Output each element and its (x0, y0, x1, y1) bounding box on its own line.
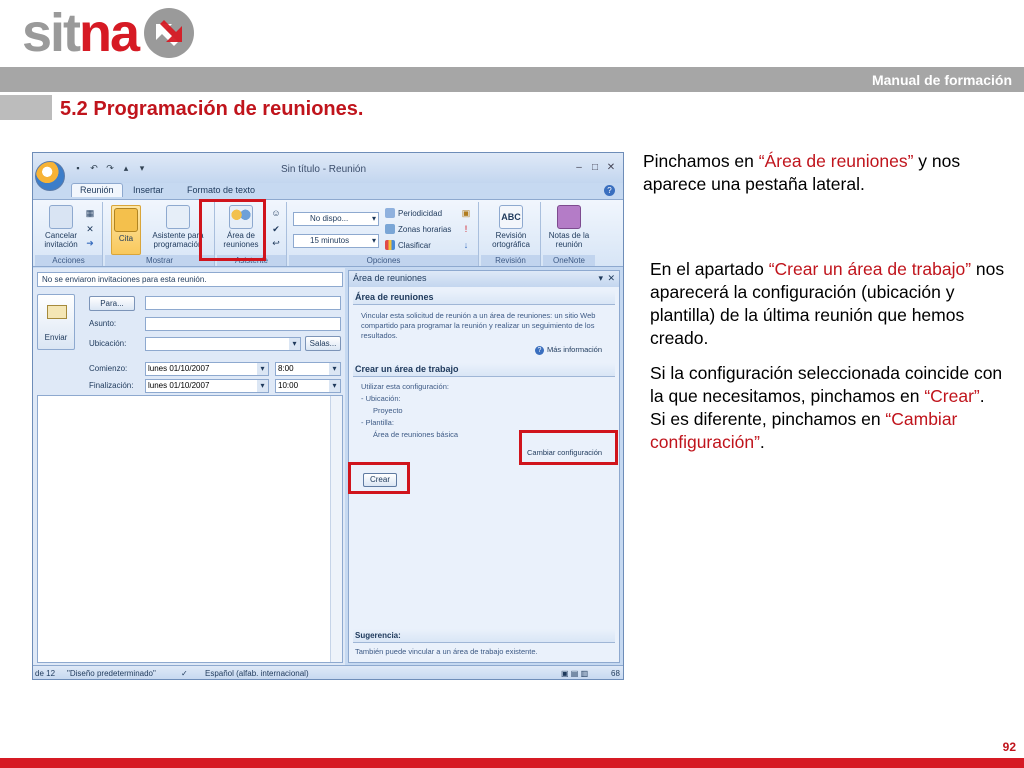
plantilla-config-value: Área de reuniones básica (373, 430, 459, 439)
group-label-acciones: Acciones (35, 255, 102, 266)
slide-title: 5.2 Programación de reuniones. (60, 98, 364, 120)
response-icon[interactable]: ↩ (272, 238, 280, 248)
group-opciones (289, 202, 479, 266)
importance-low-icon[interactable]: ↓ (463, 240, 469, 250)
comienzo-label: Comienzo: (89, 364, 128, 373)
send-button[interactable] (37, 294, 75, 350)
p4-highlight: “Cambiar configuración” (650, 409, 958, 452)
close-icon[interactable]: ✕ (606, 162, 616, 173)
end-date-field[interactable]: lunes 01/10/2007 ▾ (145, 379, 269, 393)
group-acciones (35, 202, 103, 266)
cancel-invitation-icon (49, 205, 73, 229)
pane-section-area-text: Vincular esta solicitud de reunión a un área de reuniones: un sitio Web compartido para programar la reunión y realizar un seguimiento de los resultados. (361, 311, 596, 340)
notas-reunion-button[interactable] (545, 205, 593, 249)
pane-title: Área de reuniones (353, 273, 427, 283)
pane-section-area: Área de reuniones (353, 291, 615, 305)
status-view-icon[interactable]: ▣ ▤ ▥ (561, 669, 589, 678)
explanation-paragraph-4 (650, 408, 1010, 454)
tab-formato-texto[interactable]: Formato de texto (187, 185, 256, 195)
clasificar-button[interactable] (385, 240, 431, 250)
tab-insertar[interactable]: Insertar (133, 185, 164, 195)
p2-highlight: “Crear un área de trabajo” (768, 259, 972, 279)
onenote-icon (557, 205, 581, 229)
ubicacion-label: Ubicación: (89, 339, 127, 348)
up-arrow-icon[interactable]: ▴ (123, 163, 129, 173)
group-label-asistente: Asistente (217, 255, 286, 266)
meeting-body-textarea[interactable] (37, 395, 343, 663)
forward-icon[interactable]: ➜ (86, 238, 94, 248)
tab-reunion[interactable]: Reunión (71, 183, 123, 197)
plantilla-config-label: - Plantilla: (361, 418, 394, 427)
delete-icon[interactable]: ✕ (86, 224, 94, 234)
sugerencia-title: Sugerencia: (353, 629, 615, 643)
title-accent-bar (0, 95, 52, 120)
asistente-label: Asistente para programación (152, 231, 204, 249)
logo-text-red: na (79, 3, 139, 63)
group-label-revision: Revisión (481, 255, 540, 266)
cita-label: Cita (118, 234, 134, 243)
check-names-icon[interactable]: ✔ (272, 224, 280, 234)
window-titlebar (33, 153, 623, 183)
cancelar-label: Cancelar invitación (44, 231, 78, 249)
asunto-label: Asunto: (89, 319, 117, 328)
p1-text-start: Pinchamos en (643, 151, 759, 171)
time-zones-icon (385, 224, 395, 234)
window-title: Sin título - Reunión (281, 164, 367, 175)
show-as-value: No dispo... (310, 214, 349, 223)
show-as-select[interactable] (293, 212, 379, 226)
to-field[interactable] (145, 296, 341, 310)
pane-close-icon[interactable]: ✕ (607, 273, 615, 283)
highlight-crear (348, 462, 410, 494)
status-style: "Diseño predeterminado" (67, 669, 156, 678)
clasificar-label: Clasificar (398, 240, 431, 250)
finalizacion-label: Finalización: (89, 381, 134, 390)
start-date-field[interactable]: lunes 01/10/2007 ▾ (145, 362, 269, 376)
periodicidad-button[interactable] (385, 208, 442, 218)
redo-icon[interactable]: ↷ (106, 163, 114, 173)
salas-button[interactable]: Salas... (305, 336, 341, 351)
p3-text-end: . (979, 386, 985, 406)
appointment-icon (114, 208, 138, 232)
group-label-mostrar: Mostrar (105, 255, 214, 266)
group-onenote (543, 202, 595, 266)
spelling-icon: ABC (499, 205, 523, 229)
help-icon[interactable]: ? (604, 185, 615, 196)
reminder-value: 15 minutos (310, 236, 350, 245)
group-label-opciones: Opciones (289, 255, 478, 266)
location-field[interactable] (145, 337, 301, 351)
ribbon (33, 199, 623, 267)
end-time-field[interactable]: 10:00 ▾ (275, 379, 341, 393)
cambiar-configuracion-link[interactable]: Cambiar configuración (527, 448, 603, 457)
meeting-form (33, 268, 345, 665)
notas-label: Notas de la reunión (548, 231, 590, 249)
highlight-cambiar-configuracion (519, 430, 618, 465)
down-arrow-icon[interactable]: ▾ (139, 163, 145, 173)
status-spellcheck-icon[interactable]: ✓ (181, 669, 188, 678)
mas-informacion-link[interactable] (535, 345, 602, 355)
zonas-label: Zonas horarias (398, 224, 452, 234)
ubicacion-config-value: Proyecto (373, 406, 403, 415)
pane-header (349, 271, 619, 287)
send-label: Enviar (44, 333, 68, 342)
save-icon[interactable]: ▪ (76, 163, 80, 173)
zonas-horarias-button[interactable] (385, 224, 451, 234)
reminder-select[interactable] (293, 234, 379, 248)
revision-label: Revisión ortográfica (492, 231, 530, 249)
cita-button[interactable] (111, 205, 141, 255)
header-bar (0, 67, 1024, 92)
p3-highlight: “Crear” (924, 386, 980, 406)
calendar-small-icon[interactable]: ▦ (85, 208, 95, 218)
p1-text-end: y nos aparece una pestaña lateral. (643, 151, 961, 194)
cancelar-invitacion-button[interactable] (39, 205, 83, 249)
config-line: Utilizar esta configuración: (361, 382, 449, 391)
manual-label: Manual de formación (871, 72, 1012, 88)
periodicidad-label: Periodicidad (398, 208, 443, 218)
invitation-info-bar: No se enviaron invitaciones para esta reunión. (37, 272, 343, 287)
pane-menu-icon[interactable]: ▾ (598, 273, 603, 283)
send-envelope-icon (47, 305, 67, 319)
sitna-logo (22, 3, 194, 63)
maximize-icon[interactable]: □ (591, 162, 599, 173)
status-bar (33, 665, 623, 680)
revision-ortografica-button[interactable] (483, 205, 539, 249)
recurrence-icon (385, 208, 395, 218)
start-time-field[interactable]: 8:00 ▾ (275, 362, 341, 376)
explanation-paragraph-3 (650, 362, 1010, 408)
para-button[interactable]: Para... (89, 296, 135, 311)
status-page: de 12 (35, 669, 56, 678)
crear-button[interactable]: Crear (363, 473, 397, 487)
logo-text-grey: sit (22, 3, 80, 63)
explanation-block (650, 258, 1010, 454)
area-reuniones-label: Área de reuniones (223, 231, 259, 249)
sugerencia-text: También puede vincular a un área de trabajo existente. (355, 647, 538, 656)
subject-field[interactable] (145, 317, 341, 331)
p2-text-start: En el apartado (650, 259, 769, 279)
explanation-paragraph-2 (650, 258, 1010, 350)
group-label-onenote: OneNote (543, 255, 595, 266)
categorize-icon (385, 240, 395, 250)
lock-icon[interactable]: ▣ (461, 208, 471, 218)
explanation-paragraph-1 (643, 150, 1003, 196)
info-icon: ? (535, 346, 544, 355)
p2-text-end: nos aparecerá la configuración (ubicación y plantilla) de la última reunión que hemos creado. (650, 259, 1005, 348)
p4-text-start: Si es diferente, pinchamos en (650, 409, 886, 429)
status-zoom: 68 (611, 669, 620, 678)
logo-wordmark (22, 3, 139, 63)
mas-info-label: Más información (547, 345, 603, 354)
pane-section-crear: Crear un área de trabajo (353, 363, 615, 377)
body-scrollbar[interactable] (330, 396, 342, 662)
status-language: Español (alfab. internacional) (205, 669, 309, 678)
ribbon-tabs (33, 183, 623, 199)
importance-high-icon[interactable]: ! (464, 224, 468, 234)
undo-icon[interactable]: ↶ (90, 163, 98, 173)
logo-arrows-icon (144, 8, 194, 58)
p1-highlight: “Área de reuniones” (758, 151, 914, 171)
footer-bar (0, 758, 1024, 768)
p3-text-start: Si la configuración seleccionada coincide con la que necesitamos, pinchamos en (650, 363, 1003, 406)
minimize-icon[interactable]: – (576, 162, 582, 173)
scheduling-assistant-icon (166, 205, 190, 229)
outlook-meeting-window (32, 152, 624, 680)
highlight-area-reuniones (199, 199, 266, 261)
attendees-icon[interactable]: ☺ (271, 208, 281, 218)
ubicacion-config-label: - Ubicación: (361, 394, 401, 403)
p4-text-end: . (759, 432, 765, 452)
group-revision (481, 202, 541, 266)
page-number: 92 (1002, 740, 1016, 754)
